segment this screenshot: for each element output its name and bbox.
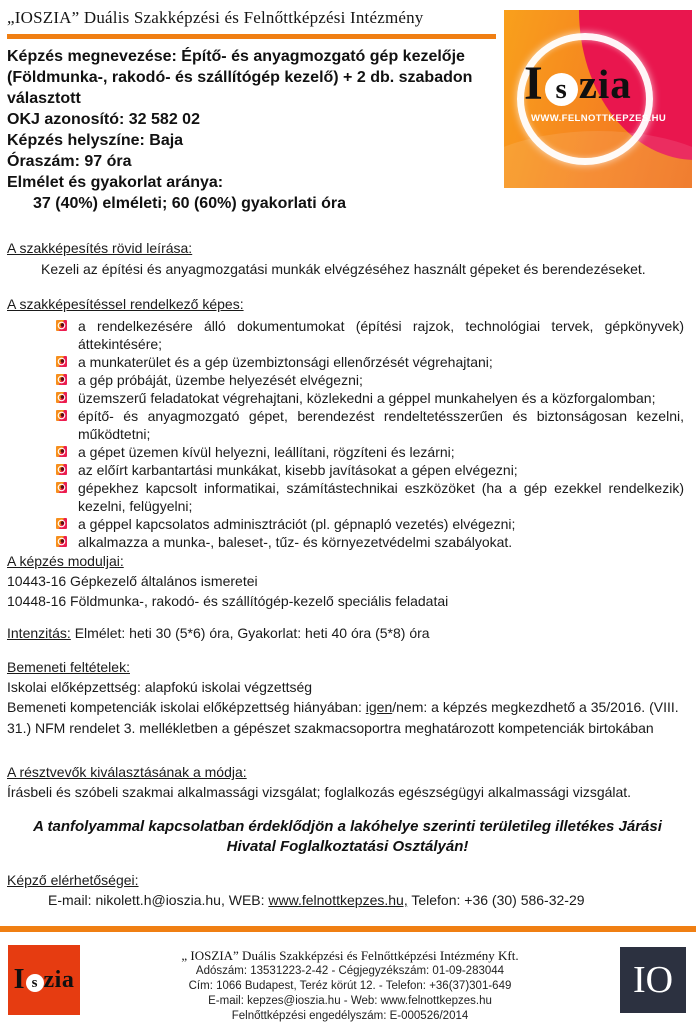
competency-list-item — [7, 515, 688, 533]
footer-detail-line: Cím: 1066 Budapest, Teréz körút 12. - Telefon: +36(37)301-649 — [188, 980, 512, 992]
page-title: „IOSZIA” Duális Szakképzési és Felnőttképzési Intézmény — [7, 8, 424, 27]
entry-competency-paragraph — [7, 697, 688, 739]
section-description-body: Kezeli az építési és anyagmozgatási munkák elvégzéséhez használt gépeket és berendezéseket. — [41, 261, 646, 277]
competency-text: építő- és anyagmozgató gépet, berendezést rendeltetésszerűen és biztonságosan kezelni, működtetni; — [78, 408, 684, 442]
page-footer — [0, 926, 696, 1024]
competency-list-item — [7, 479, 688, 515]
competency-text: gépekhez kapcsolt informatikai, számítástechnikai eszközöket (ha a gép ezekkel rendelkezik) kezelni, felügyelni; — [78, 480, 684, 514]
competency-list-item — [7, 353, 688, 371]
course-hours: Óraszám: 97 óra — [7, 153, 132, 170]
job-office-notice: A tanfolyammal kapcsolatban érdeklődjön a lakóhelye szerinti területileg illetékes Járási Hivatal Foglalkoztatási Osztályán! — [33, 818, 662, 855]
footer-logo-letters-zia: zia — [43, 966, 75, 993]
course-name: Képzés megnevezése: Építő- és anyagmozgató gép kezelője (Földmunka-, rakodó- és szállítógép kezelő) + 2 db. szabadon választott — [7, 48, 473, 107]
section-modules-heading: A képzés moduljai: — [7, 553, 124, 569]
footer-detail-line: E-mail: kepzes@ioszia.hu - Web: www.felnottkepzes.hu — [208, 995, 492, 1007]
footer-ioszia-logo — [8, 945, 80, 1015]
course-ratio-value: 37 (40%) elméleti; 60 (60%) gyakorlati óra — [33, 195, 347, 212]
contact-prefix: E-mail: nikolett.h@ioszia.hu, WEB: — [48, 892, 269, 908]
entry-prequalification: Iskolai előképzettség: alapfokú iskolai végzettség — [7, 679, 313, 695]
competency-list-item — [7, 461, 688, 479]
footer-detail-line: Adószám: 13531223-2-42 - Cégjegyzékszám: 01-09-283044 — [195, 965, 505, 977]
footer-io-logo: IO — [620, 947, 686, 1013]
ioszia-bullet-icon — [56, 464, 67, 475]
contact-suffix: Telefon: +36 (30) 586-32-29 — [407, 892, 585, 908]
footer-company-details — [80, 964, 620, 1024]
ioszia-bullet-icon — [56, 410, 67, 421]
intensity-line — [7, 624, 688, 643]
logo-url: WWW.FELNOTTKEPZES.HU — [531, 113, 667, 124]
footer-detail-line: Felnőttképzési engedélyszám: E-000526/2014 — [231, 1010, 469, 1022]
section-entry-heading: Bemeneti feltételek: — [7, 659, 130, 675]
footer-logo-letter-s: s — [31, 974, 38, 991]
competency-text: a gép próbáját, üzembe helyezését elvégezni; — [78, 372, 363, 388]
contact-line — [7, 891, 688, 910]
competency-text: alkalmazza a munka-, baleset-, tűz- és környezetvédelmi szabályokat. — [78, 534, 513, 550]
ioszia-bullet-icon — [56, 482, 67, 493]
competency-text: a rendelkezésére álló dokumentumokat (építési rajzok, technológiai tervek, gépkönyvek) áttekintésére; — [78, 318, 684, 352]
ioszia-bullet-icon — [56, 392, 67, 403]
footer-logo-o-disc-icon — [26, 974, 44, 992]
competency-list-item — [7, 317, 688, 353]
course-location: Képzés helyszíne: Baja — [7, 132, 184, 149]
ioszia-bullet-icon — [56, 518, 67, 529]
ioszia-logo — [504, 10, 692, 188]
module-line: 10448-16 Földmunka-, rakodó- és szállítógép-kezelő speciális feladatai — [7, 593, 449, 609]
module-line: 10443-16 Gépkezelő általános ismeretei — [7, 573, 258, 589]
intensity-label: Intenzitás: — [7, 625, 71, 641]
footer-logo-letter-i: I — [13, 964, 25, 995]
entry-paragraph-prefix: Bemeneti kompetenciák iskolai előképzettség hiányában: — [7, 699, 366, 715]
competency-text: a géppel kapcsolatos adminisztrációt (pl. gépnapló vezetés) elvégezni; — [78, 516, 516, 532]
competency-list-item — [7, 389, 688, 407]
footer-company-block — [80, 945, 620, 1024]
entry-paragraph-suffix: /nem: a képzés megkezdhető a 35/2016. (VIII. 31.) NFM rendelet 3. mellékletben a gépészet szakmacsoportra meghatározott kompetenciák birtokában — [7, 699, 679, 736]
logo-letter-i: I — [524, 57, 543, 110]
course-ratio-label: Elmélet és gyakorlat aránya: — [7, 174, 224, 191]
logo-letter-s: s — [555, 72, 567, 105]
competency-text: a gépet üzemen kívül helyezni, leállítani, rögzíteni és lezárni; — [78, 444, 455, 460]
module-list — [7, 571, 688, 611]
selection-body: Írásbeli és szóbeli szakmai alkalmassági vizsgálat; foglalkozás egészségügyi alkalmassági vizsgálat. — [7, 784, 632, 800]
logo-letters-zia: zia — [578, 61, 632, 107]
course-info-block — [7, 46, 489, 214]
ioszia-bullet-icon — [56, 374, 67, 385]
competency-list-item — [7, 407, 688, 443]
section-competencies-heading: A szakképesítéssel rendelkező képes: — [7, 296, 244, 312]
competency-text: a munkaterület és a gép üzembiztonsági ellenőrzését végrehajtani; — [78, 354, 493, 370]
competency-list-item — [7, 533, 688, 551]
section-selection-heading: A résztvevők kiválasztásának a módja: — [7, 764, 247, 780]
website-link[interactable]: www.felnottkepzes.hu, — [268, 892, 408, 908]
section-contact-heading: Képző elérhetőségei: — [7, 872, 139, 888]
competency-list — [7, 317, 688, 551]
competency-list-item — [7, 371, 688, 389]
section-description-heading: A szakképesítés rövid leírása: — [7, 240, 193, 256]
footer-company-name: „ IOSZIA” Duális Szakképzési és Felnőttképzési Intézmény Kft. — [181, 948, 519, 963]
logo-o-disc-icon — [545, 73, 578, 106]
ioszia-bullet-icon — [56, 320, 67, 331]
competency-text: üzemszerű feladatokat végrehajtani, közlekedni a géppel munkahelyen és a közforgalomban; — [78, 390, 656, 406]
intensity-value: Elmélet: heti 30 (5*6) óra, Gyakorlat: heti 40 óra (5*8) óra — [70, 625, 430, 641]
competency-text: az előírt karbantartási munkákat, kisebb javításokat a gépen elvégezni; — [78, 462, 518, 478]
competency-list-item — [7, 443, 688, 461]
header-rule — [7, 34, 496, 39]
ioszia-bullet-icon — [56, 446, 67, 457]
course-okj: OKJ azonosító: 32 582 02 — [7, 111, 200, 128]
ioszia-bullet-icon — [56, 356, 67, 367]
ioszia-bullet-icon — [56, 536, 67, 547]
logo-wordmark — [524, 57, 632, 110]
entry-yes-underlined: igen — [365, 699, 393, 715]
